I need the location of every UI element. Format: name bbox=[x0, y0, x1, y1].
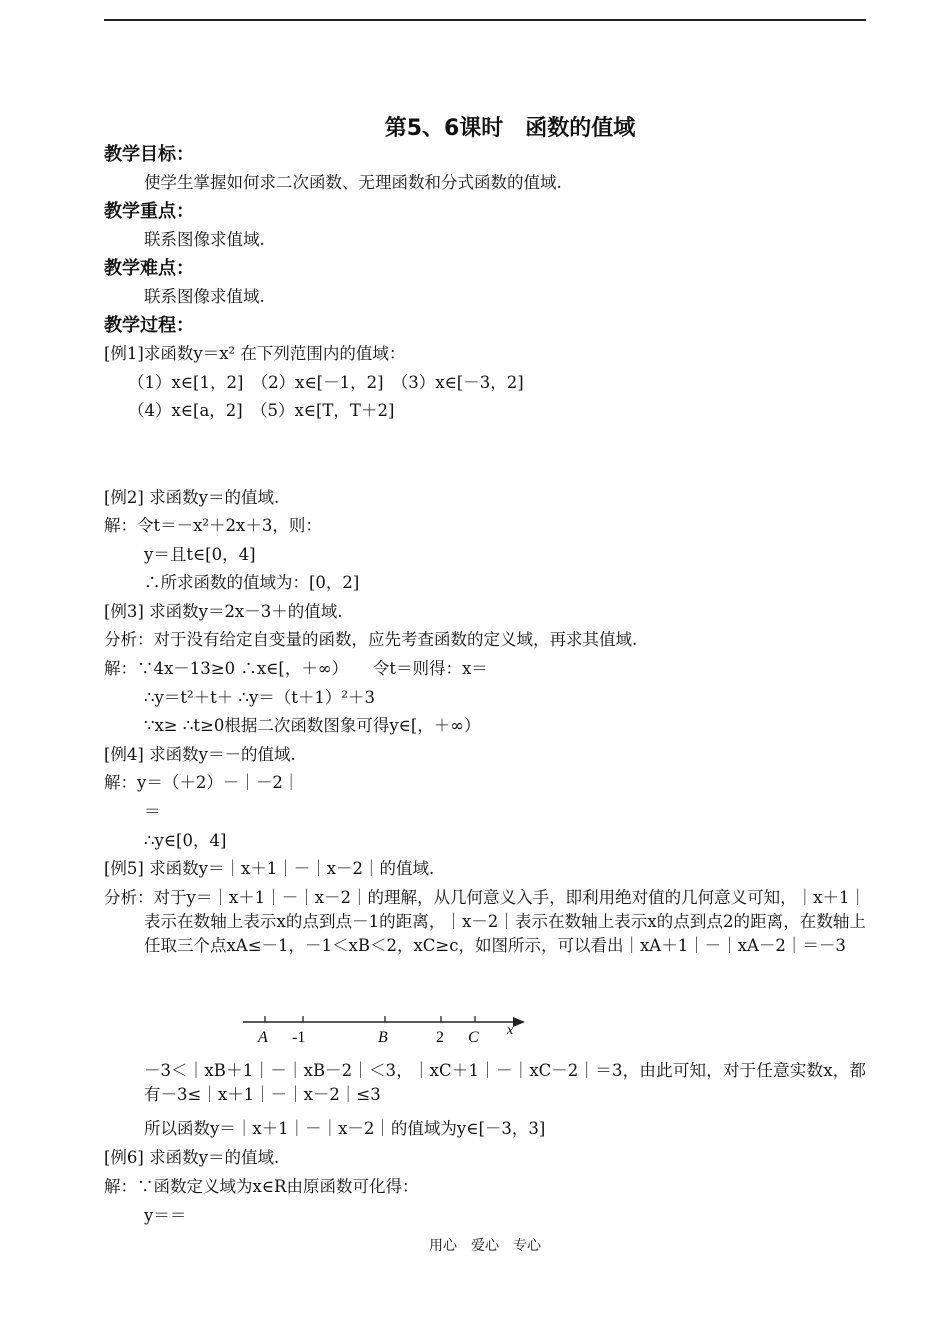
example-3: [例3] 求函数y＝2x－3＋的值域. bbox=[104, 602, 343, 621]
example-4-step-3: ∴y∈[0，4] bbox=[144, 831, 227, 850]
example-1: [例1]求函数y＝x² 在下列范围内的值域： bbox=[104, 344, 406, 363]
key-text: 联系图像求值域. bbox=[144, 230, 265, 249]
example-2-step-2: y＝且t∈[0，4] bbox=[144, 545, 256, 564]
heading-goal: 教学目标： bbox=[104, 144, 194, 165]
example-6-step-1: 解：∵函数定义域为x∈R由原函数可化得： bbox=[104, 1177, 419, 1196]
header-rule bbox=[104, 19, 866, 21]
example-2-step-3: ∴所求函数的值域为：[0，2] bbox=[144, 573, 360, 592]
example-3-step-3: ∵x≥ ∴t≥0根据二次函数图象可得y∈[，＋∞） bbox=[144, 716, 481, 735]
example-6: [例6] 求函数y＝的值域. bbox=[104, 1148, 280, 1167]
label-c: C bbox=[468, 1029, 479, 1046]
example-4: [例4] 求函数y＝－的值域. bbox=[104, 745, 296, 764]
example-2: [例2] 求函数y＝的值域. bbox=[104, 488, 280, 507]
heading-process: 教学过程： bbox=[104, 315, 194, 336]
heading-key: 教学重点： bbox=[104, 201, 194, 222]
label-b: B bbox=[378, 1029, 388, 1046]
heading-difficulty: 教学难点： bbox=[104, 258, 194, 279]
example-5-conclusion: 所以函数y＝｜x＋1｜－｜x－2｜的值域为y∈[－3，3] bbox=[144, 1119, 546, 1138]
example-4-step-2: ＝ bbox=[144, 802, 161, 821]
example-1-items-b: （4）x∈[a，2] （5）x∈[T，T＋2] bbox=[128, 401, 395, 420]
label-2: 2 bbox=[436, 1029, 444, 1046]
label-x: x bbox=[507, 1023, 514, 1038]
number-line-figure bbox=[243, 1008, 528, 1048]
example-1-items-a: （1）x∈[1，2] （2）x∈[－1，2] （3）x∈[－3，2] bbox=[128, 373, 524, 392]
example-6-step-2: y＝＝ bbox=[144, 1206, 187, 1225]
example-3-step-2: ∴y＝t²＋t＋ ∴y＝（t＋1）²＋3 bbox=[144, 688, 375, 707]
page-title: 第5、6课时 函数的值域 bbox=[384, 116, 636, 141]
example-5: [例5] 求函数y＝｜x＋1｜－｜x－2｜的值域. bbox=[104, 859, 435, 878]
page-footer: 用心 爱心 专心 bbox=[429, 1238, 541, 1254]
difficulty-text: 联系图像求值域. bbox=[144, 287, 265, 306]
label-neg1: -1 bbox=[292, 1029, 306, 1046]
example-3-step-1: 解：∵4x－13≥0 ∴x∈[，＋∞） 令t＝则得：x＝ bbox=[104, 659, 488, 678]
example-3-analysis: 分析：对于没有给定自变量的函数，应先考查函数的定义域，再求其值域. bbox=[104, 630, 638, 649]
goal-text: 使学生掌握如何求二次函数、无理函数和分式函数的值域. bbox=[144, 173, 562, 192]
example-4-step-1: 解：y＝（＋2）－｜－2｜ bbox=[104, 773, 300, 792]
example-5-paragraph-2: －3＜｜xB＋1｜－｜xB－2｜＜3，｜xC＋1｜－｜xC－2｜＝3，由此可知，对于任意实数x，都有－3≤｜x＋1｜－｜x－2｜≤3 bbox=[144, 1061, 866, 1104]
label-a: A bbox=[258, 1029, 268, 1046]
example-5-analysis: 分析：对于y＝｜x＋1｜－｜x－2｜的理解，从几何意义入手，即利用绝对值的几何意义可知，｜x＋1｜表示在数轴上表示x的点到点－1的距离，｜x－2｜表示在数轴上表示x的点到点2的距离，在数轴上任取三个点xA≤－1，－1＜xB＜2，xC≥c，如图所示，可以看出｜xA＋1｜－｜xA－2｜＝－3 bbox=[104, 888, 866, 955]
example-2-step-1: 解：令t＝－x²＋2x＋3，则： bbox=[104, 516, 322, 535]
